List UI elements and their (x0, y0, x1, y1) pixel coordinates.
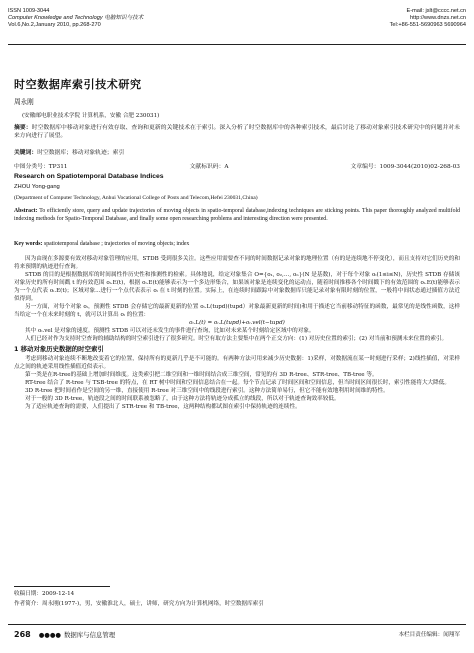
keywords-en (14, 241, 460, 247)
abstract-cn (14, 124, 460, 140)
header-left (8, 8, 143, 30)
classification-line (14, 161, 460, 170)
body-paragraph: 考虑到移动对象连续不断地改变着它的位置，保持所有的更新几乎是不可能的。有两种方法可用来减少历史数据：1)采样，对数据流在某一时刻进行采样；2)线性插值，对采样点之间的轨迹采用线性插值近似表示。 (14, 356, 460, 370)
footer-rule (8, 624, 466, 625)
affiliation-cn: (安徽邮电职业技术学院 计算机系，安徽 合肥 230031) (22, 113, 160, 119)
issn: ISSN 1009-3044 (8, 8, 50, 14)
received-date: 收稿日期：2009-12-14 (14, 591, 75, 597)
article-body (14, 255, 460, 411)
journal-name: Computer Knowledge and Technology 电脑知识与技术 (8, 15, 144, 22)
section-heading: 1 移动对象历史数据的时空索引 (14, 345, 104, 353)
journal-email: E-mail: jslt@cccc.net.cn (406, 8, 466, 14)
keywords-label-cn: 关键词： (14, 150, 38, 156)
author-en: ZHOU Yong-gang (14, 184, 60, 190)
volume-info: Vol.6,No.2,January 2010, pp.268-270 (8, 22, 101, 29)
page-number: 268 (14, 630, 31, 639)
abstract-en (14, 207, 460, 223)
body-paragraph: STDB 的目的是根据数据库的时间属性作历史性和推测性的检索。具体地说，给定对象集合 O={o₁, o₂,…, oₙ}(N 是基数)，对于每个对象 oᵢ(1≤i≤N)，历史性 STDB 存储该对象历史的所有时间戳 t 的有效范围 oᵢ.E(t)，根据 oᵢ.E(t)能够表示为一个多边形集合，如果该对象是连续变化的运动点，随着时间推移各个时间戳下的有效范围的 oᵢ.E(t)能够表示为一个点代表 oᵢ.E(t)；区域对象...进行一个点代表表示 oᵢ 在 t 时刻的位置。实际上，在连续时间跟踪中对象数据库只能记录对象有限时刻的位置，一般将中间状态通过插值方法近似得到。 (14, 272, 460, 302)
body-paragraph: 另一方面，对每个对象 oᵢ，预测性 STDB 会存储它的最新更新的位置 oᵢ.L(tupd)(tupd）对象最新更新的时间)和用于描述它当前移动特征的函数，最常见的是线性函数，这样当给定一个在未来时刻的 t，就可以计算出 oᵢ 的位置： (14, 304, 460, 318)
document-code: 文献标识码：A (189, 164, 229, 170)
keywords-label-en: Key words: (14, 241, 43, 247)
footnote-rule (14, 586, 110, 587)
body-paragraph: 因为由现在多源要有效对移动对象管理的应用，STDB 受到很多关注。这些应用需要查不同的时间数据记录对象的地理位置（有的是连续地不停变化），而且支持对它们历史的和将来预期的轨迹进行查询。 (14, 256, 460, 270)
journal-tel: Tel:+86-551-5690963 5690964 (389, 22, 466, 29)
body-paragraph: RT-tree 结合了 R-tree 与 TSB-tree 的特点，在 RT 树中时间和空间信息结合在一起。每个节点记录了时间区间和空间信息，但当时间区间很长时，索引性能将大大降低。 (25, 380, 450, 386)
abstract-text-en: To efficiently store, query and update trajectories of moving objects in spatio-temporal database,indexing techniques are sticking points. This paper thoroughly analyzed multifold indexing methods for Spatio-Temporal Database, and finally some open researching problems and interesting direction were presented. (14, 208, 460, 223)
abstract-label-en: Abstract: (14, 208, 38, 214)
bullet-icon: ●●●● (38, 631, 62, 639)
article-title-cn: 时空数据库索引技术研究 (14, 78, 142, 91)
body-paragraph: 人们已经对作为支持时空查询的辅助结构的时空索引进行了很多研究。时空有取方法主要集中在两个正交方向：(1) 对历史位置的索引；(2) 对当前和预测未来位置的索引。 (25, 336, 448, 342)
header-rule (8, 44, 466, 45)
formula: oᵢ.L(t) = oᵢ.L(tupd)+oᵢ.vel(t−tupd) (189, 320, 285, 326)
keywords-cn (14, 149, 460, 157)
body-paragraph: 3D R-tree 把时间看作是空间的另一维，直接使用 R-tree 对三维空间中的线段进行索引。这种方法简单易行，但它不能有效地利用时间维的特性。 (25, 388, 389, 394)
clc-number: 中图分类号：TP311 (14, 164, 68, 170)
page-footer-right: 本栏目责任编辑：闻翔军 (398, 632, 460, 638)
author-bio: 作者简介：周永刚(1977-)，男，安徽淮北人，硕士，讲师，研究方向为计算机网络，时空数据库索引 (14, 601, 264, 607)
abstract-label-cn: 摘要： (14, 125, 32, 131)
body-paragraph: 对于一般的 3D R-tree，轨迹段之间的时间联系被忽略了，由于这种方法将轨迹分成孤立的线段，所以对于轨迹查询效率较低。 (25, 396, 340, 402)
body-paragraph: 其中 oᵢ.vel 是对象的速度。预测性 STDB 可以对还未发生的事件进行查询，比如对未来某个时刻给定区域中的对象。 (25, 328, 315, 334)
footer-journal-section: 数据库与信息管理 (64, 631, 116, 639)
article-title-en: Research on Spatiotemporal Database Indices (14, 173, 164, 180)
affiliation-en: (Department of Computer Technology, Anhui Vocational College of Posts and Telecom,Hefei 230031,China) (14, 195, 258, 201)
body-paragraph: 第一类是在R-tree的基础上增加时间维度。这类索引把二维空间和一维时间结合成三维空间，常见的有 3D R-tree、STR-tree、TB-tree 等。 (25, 372, 378, 378)
body-paragraph: 为了适应轨迹查询的需要，人们提出了 STR-tree 和 TB-tree，这两种结构都试图在索引中保持轨迹的连续性。 (25, 404, 301, 410)
abstract-text-cn: 时空数据库中移动对象进行有效存取、查询和更新的关键技术在于索引。深入分析了时空数据库中的各种索引技术，最后讨论了移动对象索引技术研究中的问题并对未来方向进行了展望。 (14, 125, 460, 140)
author-cn: 周永刚 (14, 98, 34, 106)
journal-url: http://www.dnzs.net.cn (410, 15, 466, 22)
keywords-text-cn: 时空数据库；移动对象轨迹；索引 (37, 150, 125, 156)
keywords-text-en: spatiotemporal database ; trajectories of moving objects; index (43, 241, 190, 247)
header-right (390, 8, 466, 30)
page-footer-left (14, 630, 115, 639)
article-id: 文章编号：1009-3044(2010)02-268-03 (350, 164, 460, 170)
